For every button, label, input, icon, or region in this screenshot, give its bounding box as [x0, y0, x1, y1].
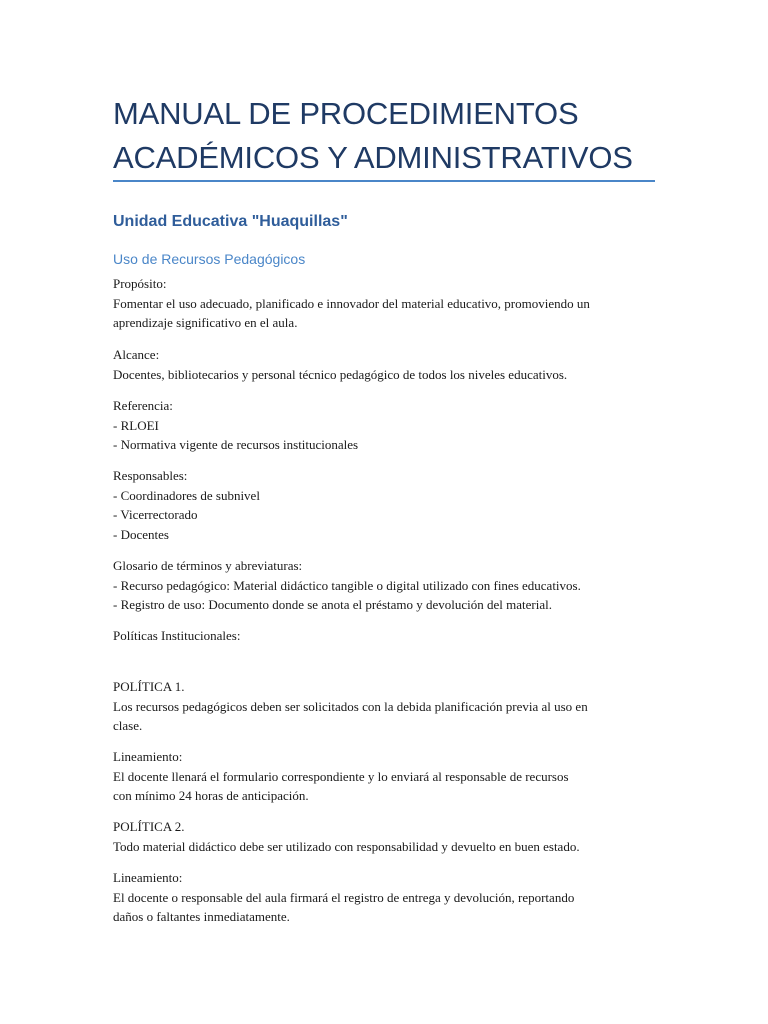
text-line: aprendizaje significativo en el aula. [113, 315, 298, 330]
text-line: Responsables: [113, 468, 188, 483]
text-line: Fomentar el uso adecuado, planificado e innovador del material educativo, promoviendo un [113, 295, 590, 311]
text-line: POLÍTICA 2. [113, 819, 185, 834]
text-line: - Vicerrectorado [113, 507, 198, 522]
block-responsables [113, 466, 655, 544]
document-title [113, 92, 655, 180]
block-referencia [113, 396, 655, 455]
title-line: ACADÉMICOS Y ADMINISTRATIVOS [113, 140, 633, 175]
text-line: Alcance: [113, 347, 160, 362]
text-line: daños o faltantes inmediatamente. [113, 909, 290, 924]
block-glosario [113, 556, 655, 615]
block-politica-2 [113, 817, 655, 856]
title-divider [113, 180, 655, 182]
text-line: - Recurso pedagógico: Material didáctico tangible o digital utilizado con fines educativos. [113, 577, 581, 593]
text-line: - Docentes [113, 526, 169, 542]
text-line: El docente o responsable del aula firmará el registro de entrega y devolución, reportando [113, 889, 575, 905]
block-politica-1 [113, 677, 655, 736]
text-line: Políticas Institucionales: [113, 628, 241, 643]
text-line: - Registro de uso: Documento donde se anota el préstamo y devolución del material. [113, 597, 552, 612]
block-politicas-institucionales [113, 626, 655, 646]
block-lineamiento-1 [113, 747, 655, 806]
text-line: clase. [113, 718, 143, 733]
text-line: El docente llenará el formulario correspondiente y lo enviará al responsable de recursos [113, 768, 569, 784]
text-line: con mínimo 24 horas de anticipación. [113, 788, 309, 803]
text-line: POLÍTICA 1. [113, 679, 185, 694]
text-line: - Normativa vigente de recursos institucionales [113, 437, 359, 452]
text-line: Lineamiento: [113, 870, 183, 885]
title-line: MANUAL DE PROCEDIMIENTOS [113, 96, 579, 131]
text-line: Docentes, bibliotecarios y personal técnico pedagógico de todos los niveles educativos. [113, 366, 568, 382]
section-heading: Uso de Recursos Pedagógicos [113, 251, 306, 267]
block-lineamiento-2 [113, 868, 655, 927]
block-proposito [113, 274, 655, 333]
text-line: Referencia: [113, 398, 173, 413]
text-line: Los recursos pedagógicos deben ser solicitados con la debida planificación previa al uso en [113, 698, 588, 714]
block-alcance [113, 345, 655, 384]
text-line: Todo material didáctico debe ser utilizado con responsabilidad y devuelto en buen estado. [113, 838, 580, 854]
text-line: Glosario de términos y abreviaturas: [113, 558, 303, 573]
text-line: - RLOEI [113, 417, 159, 433]
text-line: - Coordinadores de subnivel [113, 487, 260, 503]
text-line: Propósito: [113, 276, 167, 291]
institution-subtitle: Unidad Educativa "Huaquillas" [113, 213, 348, 230]
text-line: Lineamiento: [113, 749, 183, 764]
